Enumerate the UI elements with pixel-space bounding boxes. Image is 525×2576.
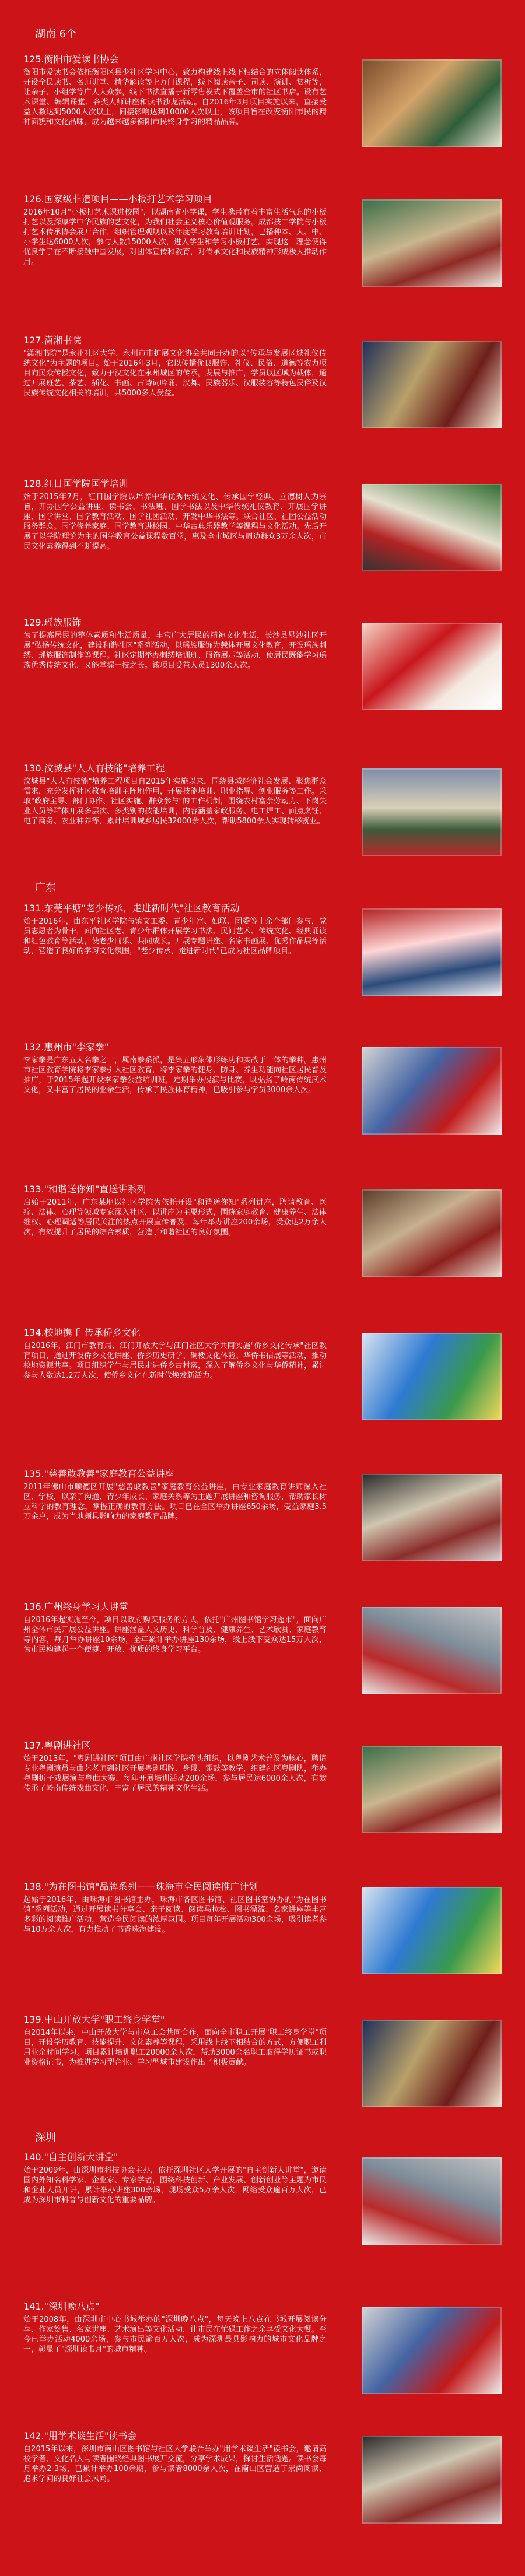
item-title: 139.中山开放大学"职工终身学堂" bbox=[23, 2014, 165, 2025]
item-photo bbox=[362, 1607, 502, 1694]
item-body: 启始于2011年，广东某地以社区学院为依托开设"和谐送你知"系列讲座，聘请教育、医疗、法律、心理等领域专家深入社区，以讲座为主要形式，围绕家庭教育、健康养生、法律维权、心理调适等居民关注的热点开展宣传普及，每年举办讲座200余场，受众达2万余人次，有效提升了居民的综合素质，营造了和谐社区的良好氛围。 bbox=[23, 1198, 327, 1237]
item-photo bbox=[362, 484, 502, 571]
item-title: 132.惠州市"李家拳" bbox=[23, 1041, 109, 1052]
list-item bbox=[23, 1184, 502, 1237]
item-photo bbox=[362, 623, 502, 710]
item-title: 129.瑶族服饰 bbox=[23, 617, 82, 628]
item-title: 138."为在图书馆"品牌系列——珠海市全民阅读推广计划 bbox=[23, 1881, 258, 1892]
item-title: 125.衡阳市爱读书协会 bbox=[23, 54, 119, 65]
item-photo bbox=[362, 2157, 502, 2245]
item-photo bbox=[362, 1887, 502, 1974]
item-body: 始于2009年，由深圳市科技协会主办，依托深圳社区大学开展的"自主创新大讲堂"，邀请国内外知名科学家、企业家、专家学者，围绕科技创新、产业发展、创新创业等主题为市民和企业人员开讲，累计举办讲座300余场，现场受众5万余人次，网络受众逾百万人次，已成为深圳市科普与创新文化的重要品牌。 bbox=[23, 2166, 327, 2205]
list-item bbox=[23, 903, 502, 956]
list-item bbox=[23, 2430, 502, 2484]
item-body: 自2015年以来，深圳市南山区图书馆与社区大学联合举办"用学术谈生活"读书会，邀请高校学者、文化名人与读者围绕经典图书展开交流，分享学术成果，探讨生活话题。读书会每月举办2-3场，已累计举办100余期，参与读者8000余人次，在南山区营造了崇尚阅读、追求学问的良好社会风尚。 bbox=[23, 2445, 327, 2483]
item-body: 始于2013年，"粤剧进社区"项目由广州社区学院牵头组织，以粤剧艺术普及为核心，聘请专业粤剧演员与曲艺老师到社区开展粤剧唱腔、身段、锣鼓等教学，组建社区粤剧队，举办粤剧折子戏展演与粤曲大赛，每年开展培训活动200余场，参与居民达6000余人次，有效传承了岭南传统戏曲文化，丰富了居民的精神文化生活。 bbox=[23, 1754, 327, 1793]
list-item bbox=[23, 1881, 502, 1935]
item-body: 为了提高居民的整体素质和生活质量，丰富广大居民的精神文化生活，长沙县星沙社区开展"弘扬传统文化，建设和谐社区"系列活动，以瑶族服饰为载体开展文化教育，开设瑶族刺绣、瑶族服饰制作等课程。社区定期举办刺绣培训班、服饰展示等活动，使居民既能学习瑶族优秀传统文化，又能掌握一技之长。该项目受益人员1300余人次。 bbox=[23, 631, 327, 670]
list-item bbox=[23, 1740, 502, 1794]
item-photo bbox=[362, 1474, 502, 1561]
item-photo bbox=[362, 2020, 502, 2107]
item-title: 128.红日国学院国学培训 bbox=[23, 478, 128, 489]
list-item bbox=[23, 1601, 502, 1655]
item-title: 141."深圳晚八点" bbox=[23, 2301, 100, 2312]
item-body: 衡阳市爱读书会依托衡阳区县少社区学习中心，致力构建线上线下相结合的立体阅读体系，开设全民读书、名师讲堂、精华解读等上万门课程，线下阅读亲子、司读、演讲、赏析等，让亲子、小组学等广大大众参，线下书法直播于新零售模式下覆盖全市的社区书店。设有艺术课堂、编辑课堂、各类大师讲座和读书沙龙活动。自2016年3月项目实施以来，直接受益人数达到5000人次以上，间接影响达到10000人次以上，该项目旨在改变衡阳市民的精神面貌和文化品味，成为越来越多衡阳市民终身学习的精品品牌。 bbox=[23, 68, 327, 127]
item-title: 142."用学术谈生活"读书会 bbox=[23, 2430, 137, 2441]
item-body: 始于2016年，由东平社区学院与镇文工委、青少年宫、妇联、团委等十余个部门参与，党员志愿者为骨干，面向社区老、青少年群体开展学习书法、民间艺术、传统文化、经典诵读和红色教育等活动，使老少同乐、共同成长。开展专题讲座、名家书画展、优秀作品展等活动，营造了良好的学习文化氛围，"老少传承，走进新时代"已成为社区品牌项目。 bbox=[23, 917, 327, 956]
item-photo bbox=[362, 341, 502, 428]
item-body: "潇湘书院"是永州社区大学、永州市市扩展文化协会共同开办的以"传承与发展区域礼仪传统文化"为主题的项目。始于2016年3月，它以传播优良服饰、礼仪、民俗、道德等农力项目向民众传授文化，致力于汉文化在永州城区的传承。发展与推广，学员以区域为载体，通过开展班艺、茶艺、插花、书画、古诗词吟诵、汉舞、民族器乐、汉服装容等特色民俗及汉民族传统文化相关的培训，共5000多人受益。 bbox=[23, 349, 327, 398]
list-item bbox=[23, 478, 502, 552]
item-title: 130.汶城县"人人有技能"培养工程 bbox=[23, 763, 165, 774]
item-body: 起始于2016年，由珠海市图书馆主办，珠海市各区图书馆、社区图书室协办的"为在图书馆"系列活动，通过开展读书分享会、亲子阅读、阅读马拉松、图书漂流、名家讲座等丰富多彩的阅读推广活动，营造全民阅读的浓厚氛围。项目每年开展活动300余场，吸引读者参与10万余人次，有力推动了书香珠海建设。 bbox=[23, 1896, 327, 1934]
list-item bbox=[23, 2301, 502, 2354]
item-body: 2016年10月"小板打艺术课进校园"，以湖南省小学课，学生携带有着丰富生活气息的小板打艺以及深厚学中华民族的艺文化，为我们社会主义核心价值观服务。成都技工学院与小板打艺术传承协会展开合作，组织管理观规以及年度学习教育培训计划，已播种本、大、中、小学生达6000人次，参与人数15000人次，进入学生和学习小板打艺。实现这一理念使得优良学子在不断接触中国发展，对团体宣传和教育，对传承文化和民族精神形成极大推动作用。 bbox=[23, 208, 327, 266]
list-item bbox=[23, 763, 502, 826]
region-hunan: 湖南 6个 bbox=[35, 28, 77, 40]
item-title: 135."慈善敢教善"家庭教育公益讲座 bbox=[23, 1468, 174, 1479]
list-item bbox=[23, 54, 502, 127]
item-title: 126.国家级非遗项目——小板打艺术学习项目 bbox=[23, 194, 212, 205]
item-photo bbox=[362, 1333, 502, 1420]
item-photo bbox=[362, 1047, 502, 1135]
item-photo bbox=[362, 2436, 502, 2524]
item-title: 137.粤剧进社区 bbox=[23, 1740, 91, 1751]
item-body: 2011年佛山市顺德区开展"慈善敢教善"家庭教育公益讲座，由专业家庭教育讲师深入社区、学校，以亲子沟通、青少年成长、家庭关系等为主题开展讲座和咨询服务，帮助家长树立科学的教育理念，掌握正确的教育方法。项目已在全区举办讲座650余场，受益家庭3.5万余户，成为当地颇具影响力的家庭教育品牌。 bbox=[23, 1483, 327, 1521]
item-title: 136.广州终身学习大讲堂 bbox=[23, 1601, 128, 1612]
item-title: 133."和谐送你知"直送讲系列 bbox=[23, 1184, 146, 1195]
list-item bbox=[23, 1041, 502, 1095]
list-item bbox=[23, 2014, 502, 2068]
region-guangdong: 广东 bbox=[35, 882, 56, 894]
item-body: 自2016年，江门市教育局、江门开放大学与江门社区大学共同实施"侨乡文化传承"社区教育项目，通过开设侨乡文化讲座、侨乡历史研学、碉楼文化体验、华侨书信展等活动，推动校地资源共享。项目组织学生与居民走进侨乡古村落，深入了解侨乡文化与华侨精神，累计参与人数达1.2万人次，使侨乡文化在新时代焕发新活力。 bbox=[23, 1342, 327, 1380]
list-item bbox=[23, 194, 502, 267]
item-title: 134.校地携手 传承侨乡文化 bbox=[23, 1327, 141, 1338]
item-photo bbox=[362, 908, 502, 996]
list-item bbox=[23, 1327, 502, 1381]
item-photo bbox=[362, 1189, 502, 1277]
list-item bbox=[23, 335, 502, 398]
list-item bbox=[23, 1468, 502, 1522]
item-body: 李家拳是广东五大名拳之一，属南拳系派，是集五形象体形练功和实战于一体的拳种。惠州市社区教育学院将李家拳引入社区教育，将李家拳的健身、防身、养生功能向社区居民普及推广，于2015年起开设李家拳公益培训班，定期举办展演与比赛，既弘扬了岭南传统武术文化，又丰富了居民的业余生活，传承了民族体育精神，已吸引参与学员3000余人次。 bbox=[23, 1056, 327, 1094]
item-body: 始于2015年7月，红日国学院以培养中华优秀传统文化、传承国学经典、立德树人为宗旨，开办国学公益讲座、读书会、书法班、国学书法以及中华传统礼仪教育、开展国学讲座、国学讲堂、国学教育活动、国学社团活动、开发中华书法等。联合社区、社团公益活动服务群众。国学修养家庭、国学教育进校园、中华古典乐器教学等课程与文化活动。先后开展了以学院理论为主的国学教育公益课程数百堂，惠及全市城区与周边群众3万余人次，市民文化素养得到不断提高。 bbox=[23, 493, 327, 551]
list-item bbox=[23, 617, 502, 671]
item-title: 131.东莞平塘"老少传承，走进新时代"社区教育活动 bbox=[23, 903, 240, 914]
item-photo bbox=[362, 1746, 502, 1833]
item-body: 始于2008年，由深圳市中心书城举办的"深圳晚八点"，每天晚上八点在书城开展阅读分享、作家签售、名家讲座、艺术演出等文化活动，让市民在忙碌工作之余享受文化大餐。至今已举办活动4000余场，参与市民逾百万人次，成为深圳最具影响力的城市文化品牌之一，彰显了"深圳读书月"的城市精神。 bbox=[23, 2315, 327, 2354]
item-photo bbox=[362, 199, 502, 287]
region-shenzhen: 深圳 bbox=[35, 2132, 56, 2144]
item-body: 自2016年起实施至今，项目以政府购买服务的方式，依托"广州图书馆学习超市"，面向广州全体市民开展公益讲座。讲座涵盖人文历史、科学普及、健康养生、艺术欣赏、家庭教育等内容，每月举办讲座10余场，全年累计举办讲座130余场，线上线下受众达15万人次，为市民构建起一个便捷、开放、优质的终身学习平台。 bbox=[23, 1616, 327, 1654]
item-photo bbox=[362, 59, 502, 147]
item-title: 140."自主创新大讲堂" bbox=[23, 2152, 118, 2163]
item-photo bbox=[362, 768, 502, 856]
item-body: 汶城县"人人有技能"培养工程项目自2015年实施以来，围绕县域经济社会发展、聚焦群众需求，充分发挥社区教育培训主阵地作用，开展技能培训、职业指导、创业服务等工作。采取"政府主导、部门协作、社区实施、群众参与"的工作机制，围绕农村富余劳动力、下岗失业人员等群体开展多层次、多类别的技能培训，内容涵盖家政服务、电工焊工、面点烹饪、电子商务、农业种养等，累计培训城乡居民32000余人次，帮助5800余人实现转移就业。 bbox=[23, 777, 327, 826]
item-photo bbox=[362, 2307, 502, 2394]
item-body: 自2014年以来，中山开放大学与市总工会共同合作，面向全市职工开展"职工终身学堂"项目，开设学历教育、技能提升、文化素养等课程，采用线上线下相结合的方式，方便职工利用业余时间学习。项目累计培训职工20000余人次，帮助3000余名职工取得学历证书或职业资格证书，为推进学习型企业、学习型城市建设作出了积极贡献。 bbox=[23, 2028, 327, 2067]
item-title: 127.潇湘书院 bbox=[23, 335, 82, 346]
list-item bbox=[23, 2152, 502, 2205]
